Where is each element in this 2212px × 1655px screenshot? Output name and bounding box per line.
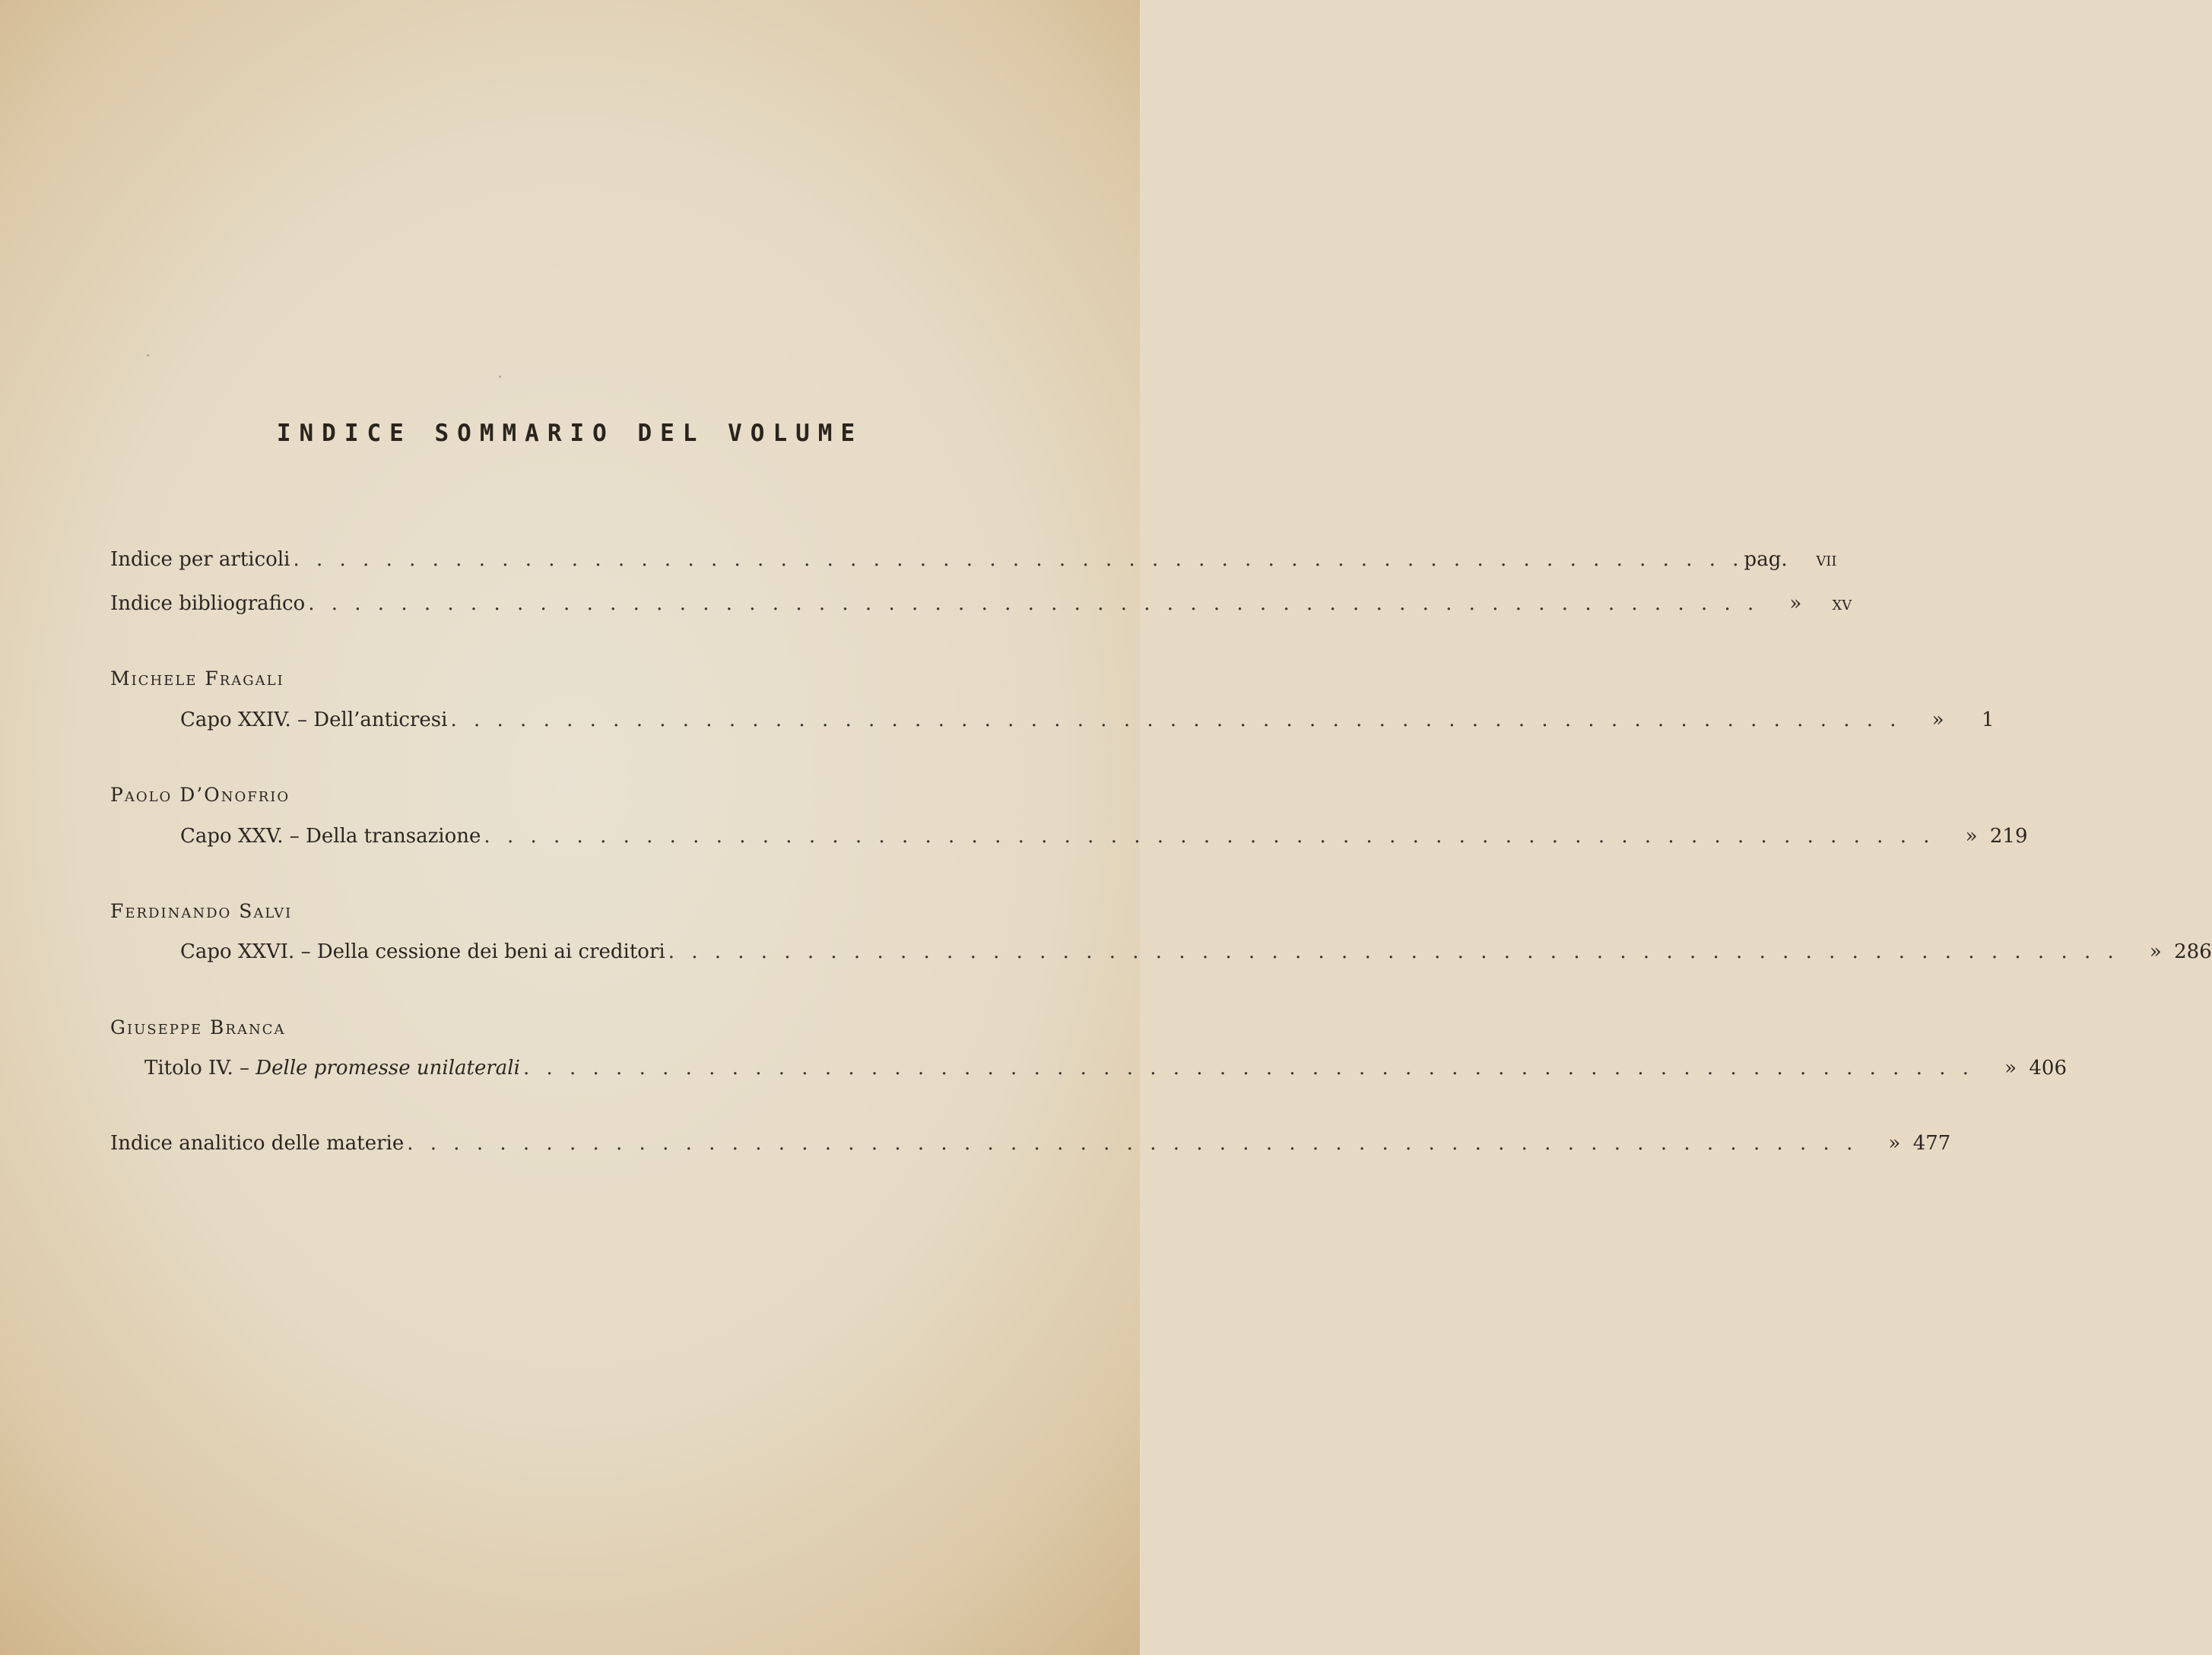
page-title: INDICE SOMMARIO DEL VOLUME [276,420,864,447]
page-number: 406 [2029,1057,2068,1080]
page-marker: pag. [1744,548,1788,571]
dot-leader: . . . . . . . . . . . . . . . . . . . . . . . . . . . . . . . . . . . . . . . . . . . . . . . . . . . . . . . . . . . . . . . [522,1057,1975,1080]
page-number: 477 [1912,1132,1951,1155]
page-number: vii [1816,548,1837,571]
entry-label [180,937,665,967]
toc-entry-capo-xxv[interactable] [180,821,2028,851]
page-number: 286 [2174,940,2212,963]
paper-speck [499,376,501,378]
entry-prefix: Capo XXV. [180,825,284,848]
page-marker: » [1888,1132,1901,1155]
toc-entry-titolo-iv[interactable] [144,1053,2068,1083]
author-name: Michele Fragali [110,667,284,690]
page-marker: » [2149,940,2162,963]
entry-label [144,1053,520,1083]
page-number: 219 [1989,825,2028,848]
entry-separator: – [300,940,311,963]
dot-leader: . . . . . . . . . . . . . . . . . . . . . . . . . . . . . . . . . . . . . . . . . . . . . . . . . . . . . . . . . . . . . . . [407,1132,1858,1155]
author-name: Ferdinando Salvi [110,900,293,922]
author-name: Paolo D’Onofrio [110,784,290,806]
entry-prefix: Capo XXIV. [180,709,291,731]
toc-entry-indice-per-articoli[interactable] [110,544,1837,575]
entry-label [180,821,481,851]
entry-prefix: Titolo IV. [144,1057,233,1080]
page-marker: » [1931,709,1944,731]
entry-label: Indice analitico delle materie [110,1132,405,1155]
page-marker: » [2004,1057,2017,1080]
entry-separator: – [240,1057,250,1080]
entry-text: Dell’anticresi [313,709,448,731]
toc-entry-indice-analitico[interactable] [110,1128,1951,1159]
entry-separator: – [289,825,300,848]
dot-leader: . . . . . . . . . . . . . . . . . . . . . . . . . . . . . . . . . . . . . . . . . . . . . . . . . . . . . . . . . . . . . . . [668,940,2119,963]
dot-leader: . . . . . . . . . . . . . . . . . . . . . . . . . . . . . . . . . . . . . . . . . . . . . . . . . . . . . . . . . . . . . . . [450,709,1902,731]
dot-leader: . . . . . . . . . . . . . . . . . . . . . . . . . . . . . . . . . . . . . . . . . . . . . . . . . . . . . . . . . . . . . . . [308,592,1760,615]
dot-leader: . . . . . . . . . . . . . . . . . . . . . . . . . . . . . . . . . . . . . . . . . . . . . . . . . . . . . . . . . . . . . . . [484,825,1935,848]
paper-speck [147,354,149,357]
entry-label: Indice per articoli [110,548,290,571]
entry-label: Indice bibliografico [110,592,306,615]
entry-text: Della cessione dei beni ai creditori [316,940,665,963]
toc-entry-capo-xxiv[interactable] [180,705,1995,735]
toc-entry-capo-xxvi[interactable] [180,937,2212,967]
entry-prefix: Capo XXVI. [180,940,295,963]
page-number: xv [1832,592,1852,615]
page-marker: » [1965,825,1978,848]
dot-leader: . . . . . . . . . . . . . . . . . . . . . . . . . . . . . . . . . . . . . . . . . . . . . . . . . . . . . . . . . . . . . . . [293,548,1744,571]
entry-separator: – [297,709,308,731]
entry-text: Delle promesse unilaterali [255,1057,520,1080]
entry-label [180,705,447,735]
toc-entry-indice-bibliografico[interactable] [110,588,1852,619]
page-marker: » [1789,592,1802,615]
entry-text: Della transazione [306,825,481,848]
author-name: Giuseppe Branca [110,1016,286,1038]
page-number: 1 [1982,709,1995,731]
